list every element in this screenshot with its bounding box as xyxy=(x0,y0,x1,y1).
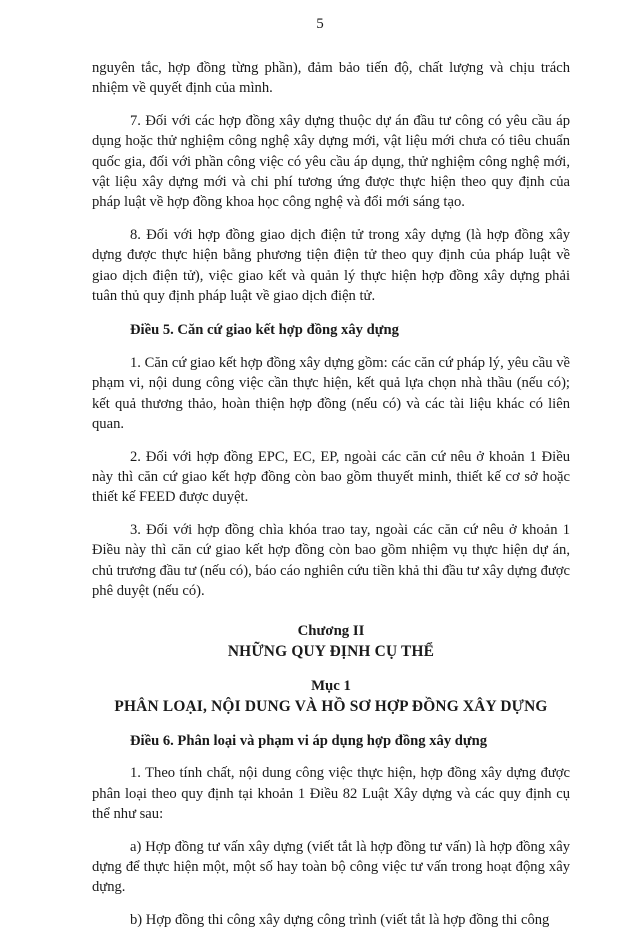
paragraph-clause-7: 7. Đối với các hợp đồng xây dựng thuộc dự án đầu tư công có yêu cầu áp dụng hoặc thử nghiệm công nghệ xây dựng mới, vật liệu mới chưa có tiêu chuẩn quốc gia, đối với phần công việc có yêu cầu áp dụng, thử nghiệm công nghệ mới, vật liệu xây dựng mới và chi phí tương ứng được thực hiện theo quy định của pháp luật về hợp đồng khoa học công nghệ và đổi mới sáng tạo. xyxy=(92,112,570,211)
article-6-clause-1b: b) Hợp đồng thi công xây dựng công trình (viết tắt là hợp đồng thi công xyxy=(130,911,550,928)
page-number: 5 xyxy=(316,16,324,32)
article-6-clause-1a: a) Hợp đồng tư vấn xây dựng (viết tắt là hợp đồng tư vấn) là hợp đồng xây dựng để thực hiện một, một số hay toàn bộ công việc tư vấn trong hoạt động xây dựng. xyxy=(92,838,570,896)
article-6-heading: Điều 6. Phân loại và phạm vi áp dụng hợp đồng xây dựng xyxy=(130,732,488,749)
article-6-clause-1: 1. Theo tính chất, nội dung công việc thực hiện, hợp đồng xây dựng được phân loại theo quy định tại khoản 1 Điều 82 Luật Xây dựng và các quy định cụ thể như sau: xyxy=(92,765,570,823)
document-body xyxy=(92,58,570,942)
chapter-label: Chương II xyxy=(297,623,365,640)
paragraph-continuation: nguyên tắc, hợp đồng từng phần), đảm bảo tiến độ, chất lượng và chịu trách nhiệm về quyết định của mình. xyxy=(92,60,570,97)
article-5-clause-1: 1. Căn cứ giao kết hợp đồng xây dựng gồm: các căn cứ pháp lý, yêu cầu về phạm vi, nội dung công việc cần thực hiện, kết quả lựa chọn nhà thầu (nếu có); kết quả thương thảo, hoàn thiện hợp đồng (nếu có) và các tài liệu khác có liên quan. xyxy=(92,354,570,433)
article-5-heading: Điều 5. Căn cứ giao kết hợp đồng xây dựng xyxy=(130,322,399,339)
article-5-clause-2: 2. Đối với hợp đồng EPC, EC, EP, ngoài các căn cứ nêu ở khoản 1 Điều này thì căn cứ giao kết hợp đồng còn bao gồm thuyết minh, thiết kế cơ sở hoặc thiết kế FEED được duyệt. xyxy=(92,448,570,506)
article-5-clause-3: 3. Đối với hợp đồng chìa khóa trao tay, ngoài các căn cứ nêu ở khoản 1 Điều này thì căn cứ giao kết hợp đồng còn bao gồm nhiệm vụ thực hiện dự án, chủ trương đầu tư (nếu có), báo cáo nghiên cứu tiền khả thi đầu tư xây dựng được phê duyệt (nếu có). xyxy=(92,521,570,599)
paragraph-clause-8: 8. Đối với hợp đồng giao dịch điện tử trong xây dựng (là hợp đồng xây dựng được thực hiện bằng phương tiện điện tử theo quy định của pháp luật về giao dịch điện tử), việc giao kết và quản lý thực hiện hợp đồng xây dựng phải tuân thủ quy định pháp luật về giao dịch điện tử. xyxy=(92,226,570,305)
section-title: PHÂN LOẠI, NỘI DUNG VÀ HỒ SƠ HỢP ĐỒNG XÂY DỰNG xyxy=(114,697,548,715)
section-label: Mục 1 xyxy=(311,678,351,695)
chapter-title: NHỮNG QUY ĐỊNH CỤ THỂ xyxy=(227,642,435,660)
